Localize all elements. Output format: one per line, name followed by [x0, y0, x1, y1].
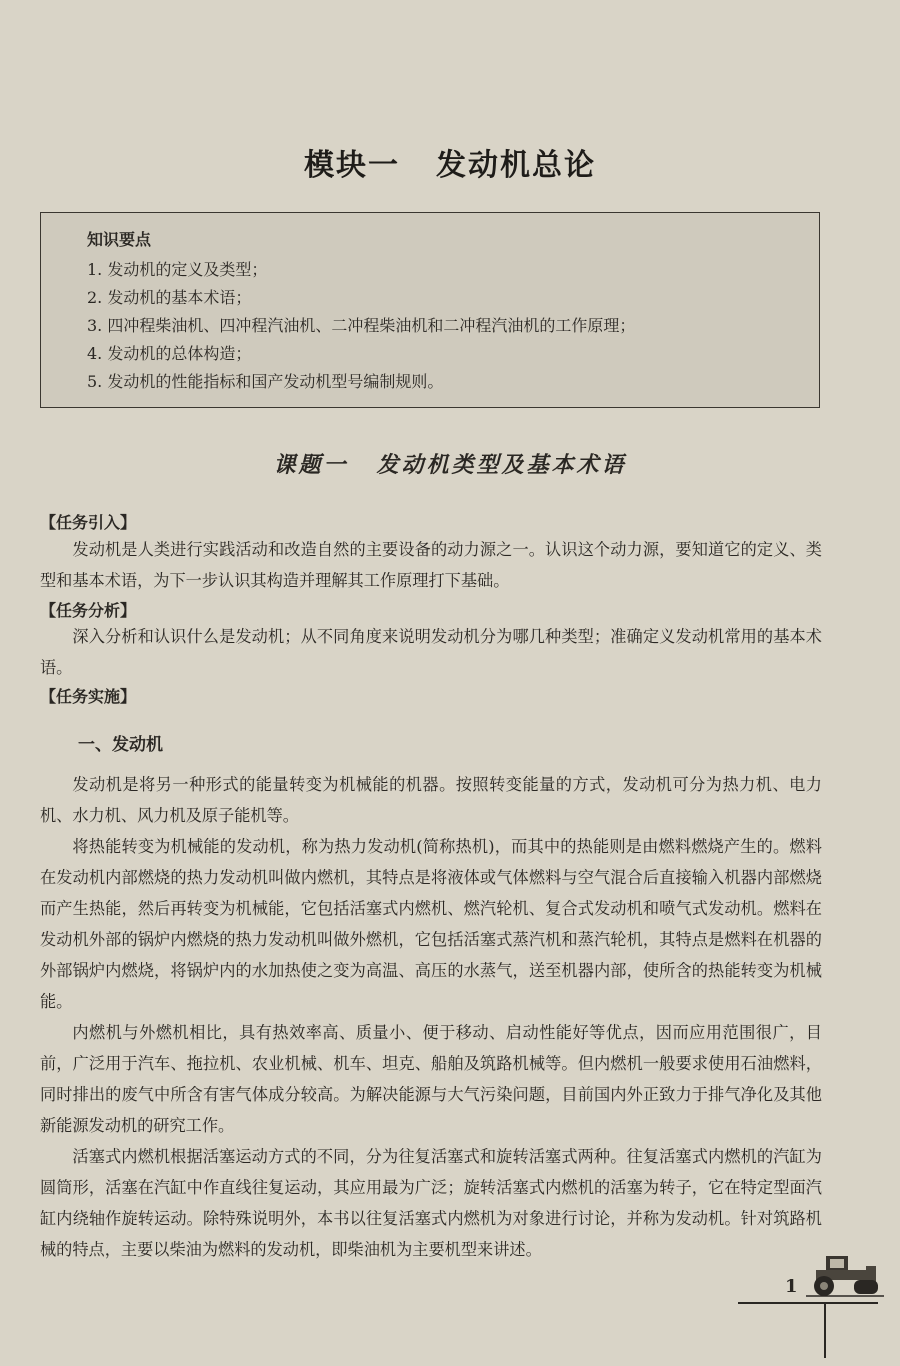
knowledge-point-item: 2. 发动机的基本术语； [87, 288, 252, 307]
page-number: 1 [785, 1276, 798, 1297]
lesson-title-name: 发动机类型及基本术语 [376, 452, 627, 478]
module-title [0, 140, 900, 184]
task-analysis-tag: 【任务分析】 [40, 601, 137, 620]
body-paragraph-2: 将热能转变为机械能的发动机，称为热力发动机(简称热机)，而其中的热能则是由燃料燃烧产生的。燃料在发动机内部燃烧的热力发动机叫做内燃机，其特点是将液体或气体燃料与空气混合后直接输入机器内部燃烧而产生热能，然后再转变为机械能，它包括活塞式内燃机、燃汽轮机、复合式发动机和喷气式发动机。燃料在发动机外部的锅炉内燃烧的热力发动机叫做外燃机，它包括活塞式蒸汽机和蒸汽轮机，其特点是燃料在机器的外部锅炉内燃烧，将锅炉内的水加热使之变为高温、高压的水蒸气，送至机器内部，使所含的热能转变为机械能。 [40, 837, 822, 1011]
knowledge-point-item: 3. 四冲程柴油机、四冲程汽油机、二冲程柴油机和二冲程汽油机的工作原理； [87, 316, 636, 335]
task-implementation-tag: 【任务实施】 [40, 687, 137, 706]
knowledge-points-box [40, 212, 820, 408]
knowledge-point-item: 1. 发动机的定义及类型； [87, 260, 268, 279]
task-intro-tag: 【任务引入】 [40, 513, 137, 532]
footer-vertical-rule [824, 1302, 826, 1358]
knowledge-point-item: 5. 发动机的性能指标和国产发动机型号编制规则。 [87, 372, 444, 391]
task-analysis-text: 深入分析和认识什么是发动机；从不同角度来说明发动机分为哪几种类型；准确定义发动机常用的基本术语。 [40, 627, 822, 677]
subheading-engine: 一、发动机 [78, 735, 163, 755]
road-roller-icon [806, 1248, 884, 1298]
module-title-prefix: 模块一 [304, 148, 400, 183]
task-intro-text: 发动机是人类进行实践活动和改造自然的主要设备的动力源之一。认识这个动力源，要知道它的定义、类型和基本术语，为下一步认识其构造并理解其工作原理打下基础。 [40, 540, 822, 590]
lesson-title-prefix: 课题一 [273, 452, 349, 478]
body-paragraph-4: 活塞式内燃机根据活塞运动方式的不同，分为往复活塞式和旋转活塞式两种。往复活塞式内燃机的汽缸为圆筒形，活塞在汽缸中作直线往复运动，其应用最为广泛；旋转活塞式内燃机的活塞为转子，它在特定型面汽缸内绕轴作旋转运动。除特殊说明外，本书以往复活塞式内燃机为对象进行讨论，并称为发动机。针对筑路机械的特点，主要以柴油为燃料的发动机，即柴油机为主要机型来讲述。 [40, 1147, 822, 1259]
knowledge-points-title: 知识要点 [87, 230, 152, 249]
body-paragraph-1: 发动机是将另一种形式的能量转变为机械能的机器。按照转变能量的方式，发动机可分为热力机、电力机、水力机、风力机及原子能机等。 [40, 775, 822, 825]
body-paragraph-3: 内燃机与外燃机相比，具有热效率高、质量小、便于移动、启动性能好等优点，因而应用范围很广，目前，广泛用于汽车、拖拉机、农业机械、机车、坦克、船舶及筑路机械等。但内燃机一般要求使用石油燃料，同时排出的废气中所含有害气体成分较高。为解决能源与大气污染问题，目前国内外正致力于排气净化及其他新能源发动机的研究工作。 [40, 1023, 822, 1135]
knowledge-point-item: 4. 发动机的总体构造； [87, 344, 252, 363]
module-title-name: 发动机总论 [436, 148, 596, 183]
footer-rule [738, 1302, 878, 1304]
lesson-title [0, 448, 900, 479]
